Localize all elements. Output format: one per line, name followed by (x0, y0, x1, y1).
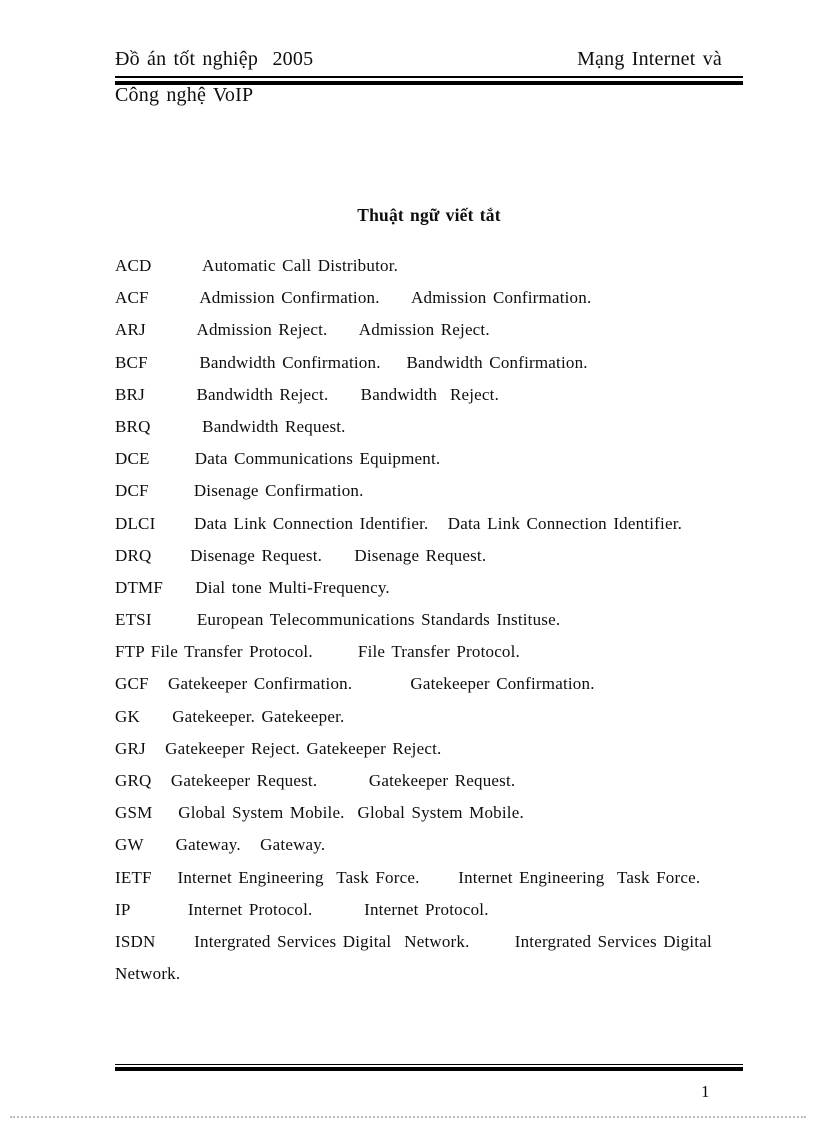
glossary-line: ISDN Intergrated Services Digital Network. Intergrated Services Digital (115, 931, 712, 951)
glossary-line: BRJ Bandwidth Reject. Bandwidth Reject. (115, 384, 500, 404)
glossary-line: DRQ Disenage Request. Disenage Request. (115, 545, 487, 565)
glossary-list (115, 250, 747, 990)
glossary-line: GCF Gatekeeper Confirmation. Gatekeeper Confirmation. (115, 674, 595, 694)
glossary-line: GRJ Gatekeeper Reject. Gatekeeper Reject. (115, 738, 442, 758)
glossary-line: GSM Global System Mobile. Global System Mobile. (115, 803, 524, 823)
footer-rule (115, 1064, 743, 1071)
page-bottom-boundary (10, 1116, 806, 1118)
glossary-line: ARJ Admission Reject. Admission Reject. (115, 320, 490, 340)
glossary-line: IETF Internet Engineering Task Force. Internet Engineering Task Force. (115, 867, 701, 887)
glossary-line: ACD Automatic Call Distributor. (115, 256, 399, 275)
glossary-line: DTMF Dial tone Multi-Frequency. (115, 577, 390, 597)
glossary-line: Network. (115, 964, 181, 984)
glossary-line: IP Internet Protocol. Internet Protocol. (115, 899, 489, 919)
glossary-line: DCF Disenage Confirmation. (115, 481, 364, 501)
glossary-line: BRQ Bandwidth Request. (115, 416, 346, 436)
header-right-text: Mạng Internet và (577, 48, 722, 70)
glossary-line: DLCI Data Link Connection Identifier. Data Link Connection Identifier. (115, 513, 683, 533)
header-subtitle-text: Công nghệ VoIP (115, 84, 254, 106)
page-title: Thuật ngữ viết tắt (357, 205, 501, 225)
glossary-line: BCF Bandwidth Confirmation. Bandwidth Confirmation. (115, 352, 588, 372)
glossary-line: DCE Data Communications Equipment. (115, 449, 441, 469)
glossary-line: ETSI European Telecommunications Standards Instituse. (115, 610, 561, 630)
glossary-line: GRQ Gatekeeper Request. Gatekeeper Request. (115, 771, 516, 790)
glossary-line: ACF Admission Confirmation. Admission Confirmation. (115, 288, 592, 308)
header-left-text: Đồ án tốt nghiệp 2005 (115, 48, 314, 70)
glossary-line: FTP File Transfer Protocol. File Transfer Protocol. (115, 642, 521, 662)
glossary-line: GK Gatekeeper. Gatekeeper. (115, 706, 345, 726)
glossary-line: GW Gateway. Gateway. (115, 835, 326, 855)
page-number: 1 (701, 1082, 710, 1101)
